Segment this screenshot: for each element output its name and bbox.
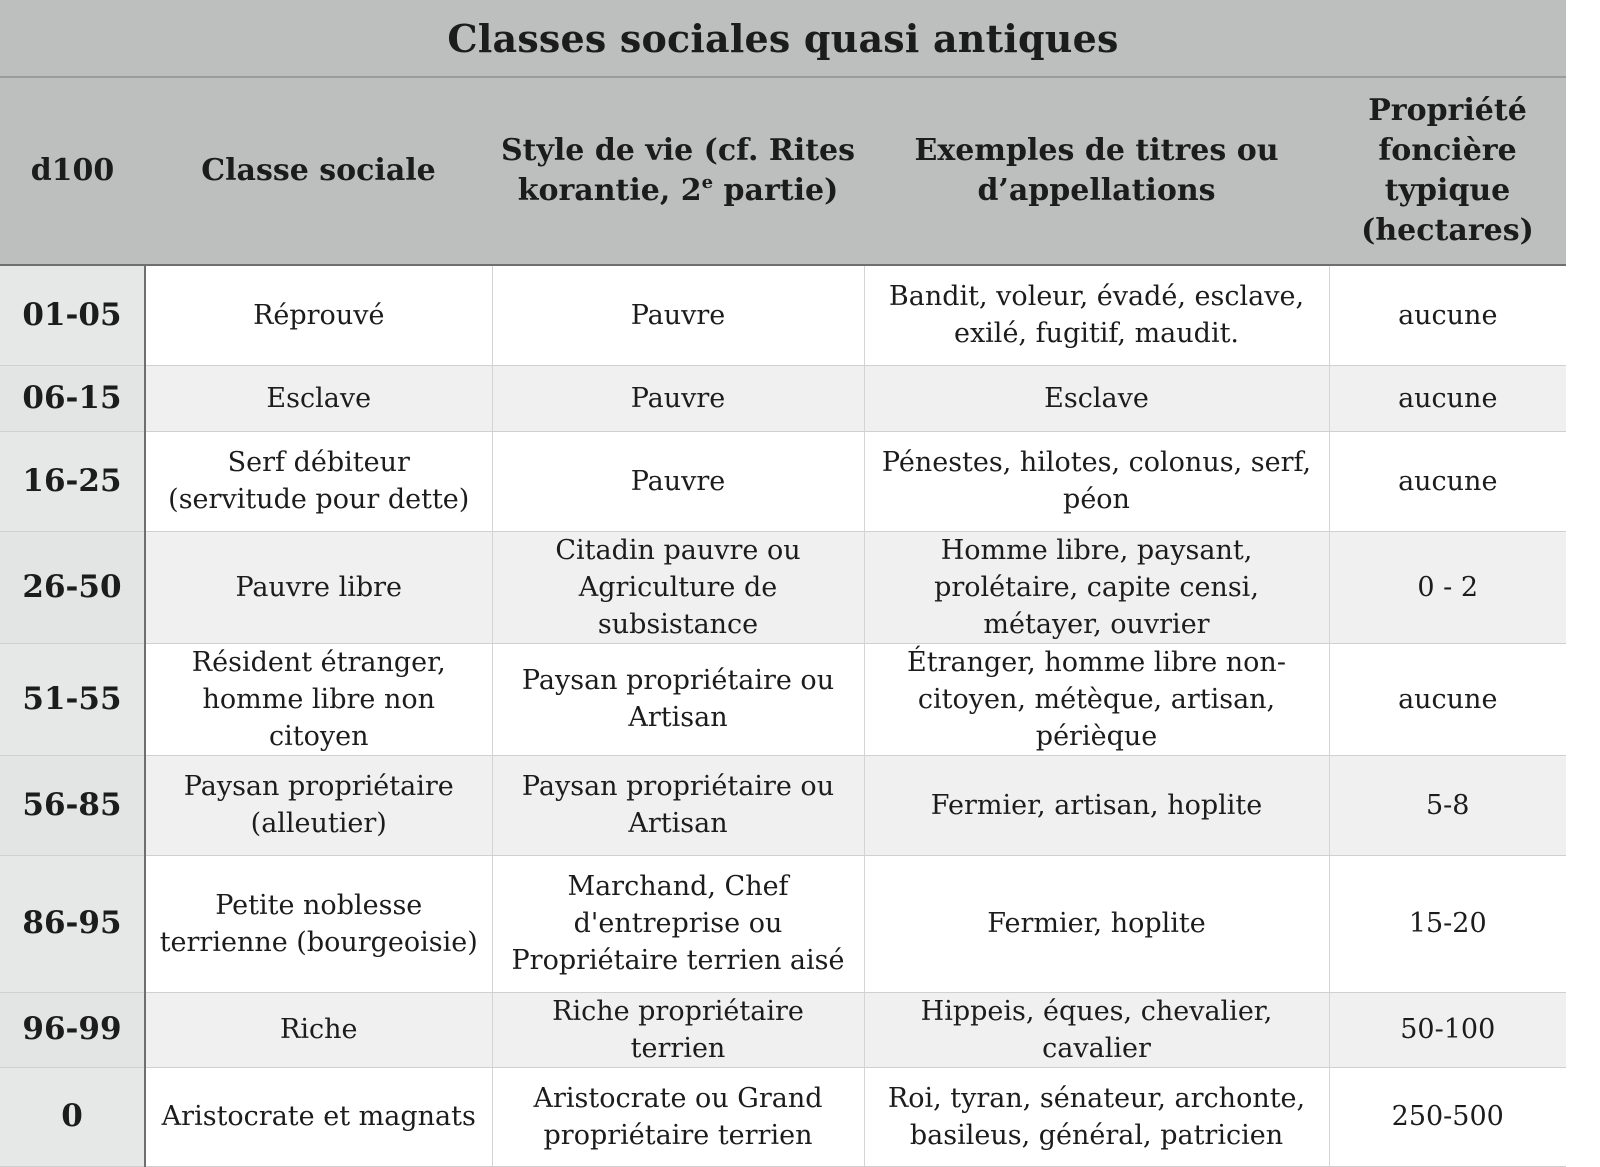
cell-roll: 01-05 [0, 265, 145, 365]
cell-roll: 16-25 [0, 431, 145, 531]
table-header [0, 78, 1566, 265]
cell-property: aucune [1329, 365, 1566, 431]
header-roll: d100 [0, 78, 145, 265]
social-classes-table [0, 78, 1566, 1167]
cell-class: Pauvre libre [145, 531, 492, 643]
table-row [0, 531, 1566, 643]
cell-titles: Fermier, artisan, hoplite [864, 755, 1329, 855]
table-row [0, 1067, 1566, 1166]
cell-lifestyle: Pauvre [492, 431, 864, 531]
cell-lifestyle: Pauvre [492, 265, 864, 365]
cell-roll: 96-99 [0, 992, 145, 1067]
table-row [0, 992, 1566, 1067]
header-lifestyle-main: Style de vie (cf. Rites korantie, 2 [500, 133, 856, 208]
cell-roll: 86-95 [0, 855, 145, 992]
cell-class: Résident étranger, homme libre non citoyen [145, 643, 492, 755]
cell-property: aucune [1329, 431, 1566, 531]
table-body [0, 265, 1566, 1166]
header-lifestyle-end: partie) [713, 173, 839, 208]
cell-roll: 56-85 [0, 755, 145, 855]
cell-titles: Fermier, hoplite [864, 855, 1329, 992]
cell-class: Aristocrate et magnats [145, 1067, 492, 1166]
cell-roll: 06-15 [0, 365, 145, 431]
table-row [0, 365, 1566, 431]
cell-class: Serf débiteur (servitude pour dette) [145, 431, 492, 531]
table-title: Classes sociales quasi antiques [0, 0, 1566, 78]
table-row [0, 643, 1566, 755]
table-row [0, 431, 1566, 531]
table-row [0, 855, 1566, 992]
cell-roll: 26-50 [0, 531, 145, 643]
cell-class: Réprouvé [145, 265, 492, 365]
header-property: Propriété foncière typique (hectares) [1329, 78, 1566, 265]
header-titles: Exemples de titres ou d’appellations [864, 78, 1329, 265]
cell-class: Esclave [145, 365, 492, 431]
cell-class: Paysan propriétaire (alleutier) [145, 755, 492, 855]
cell-property: 5-8 [1329, 755, 1566, 855]
cell-class: Petite noblesse terrienne (bourgeoisie) [145, 855, 492, 992]
cell-titles: Homme libre, paysant, prolétaire, capite censi, métayer, ouvrier [864, 531, 1329, 643]
cell-titles: Esclave [864, 365, 1329, 431]
header-lifestyle [492, 78, 864, 265]
cell-property: 50-100 [1329, 992, 1566, 1067]
cell-property: aucune [1329, 643, 1566, 755]
cell-property: aucune [1329, 265, 1566, 365]
header-lifestyle-sup: e [701, 172, 714, 193]
cell-lifestyle: Citadin pauvre ou Agriculture de subsistance [492, 531, 864, 643]
cell-titles: Roi, tyran, sénateur, archonte, basileus, général, patricien [864, 1067, 1329, 1166]
cell-property: 250-500 [1329, 1067, 1566, 1166]
cell-titles: Étranger, homme libre non-citoyen, métèque, artisan, périèque [864, 643, 1329, 755]
cell-lifestyle: Paysan propriétaire ou Artisan [492, 643, 864, 755]
cell-property: 15-20 [1329, 855, 1566, 992]
cell-roll: 51-55 [0, 643, 145, 755]
cell-lifestyle: Marchand, Chef d'entreprise ou Propriétaire terrien aisé [492, 855, 864, 992]
cell-lifestyle: Paysan propriétaire ou Artisan [492, 755, 864, 855]
cell-titles: Hippeis, éques, chevalier, cavalier [864, 992, 1329, 1067]
cell-class: Riche [145, 992, 492, 1067]
cell-lifestyle: Pauvre [492, 365, 864, 431]
cell-property: 0 - 2 [1329, 531, 1566, 643]
header-class: Classe sociale [145, 78, 492, 265]
table-row [0, 265, 1566, 365]
table-row [0, 755, 1566, 855]
cell-lifestyle: Riche propriétaire terrien [492, 992, 864, 1067]
cell-titles: Bandit, voleur, évadé, esclave, exilé, fugitif, maudit. [864, 265, 1329, 365]
cell-roll: 0 [0, 1067, 145, 1166]
cell-titles: Pénestes, hilotes, colonus, serf, péon [864, 431, 1329, 531]
cell-lifestyle: Aristocrate ou Grand propriétaire terrien [492, 1067, 864, 1166]
